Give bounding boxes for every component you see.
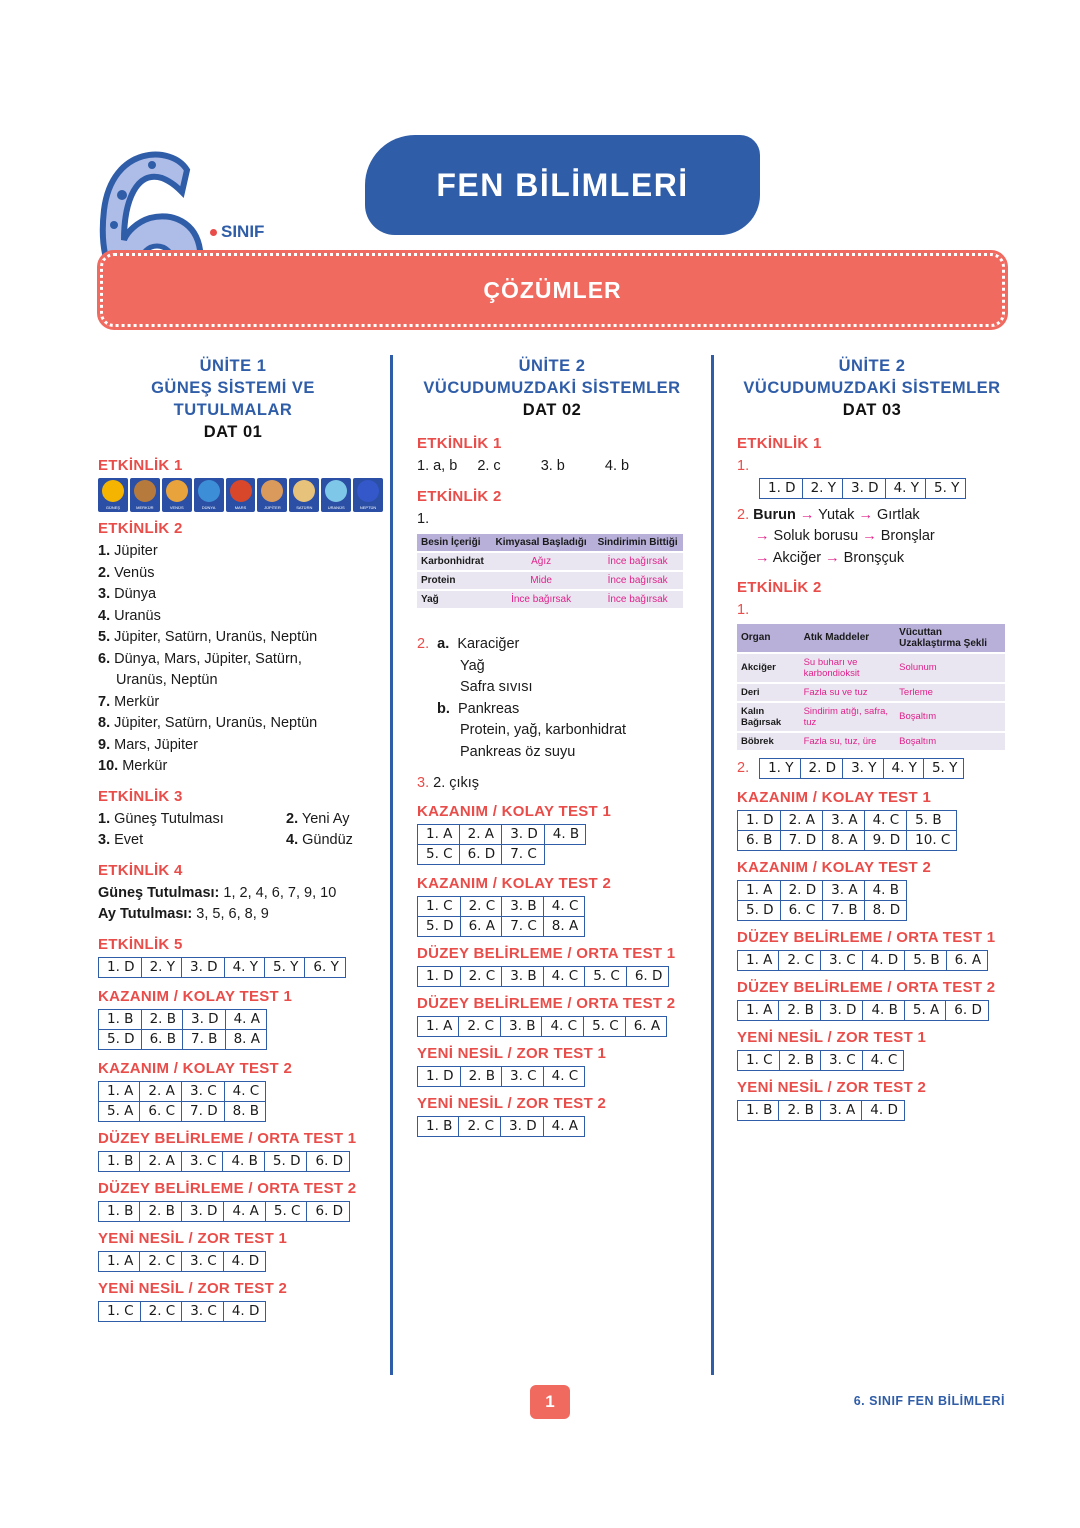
section-title: KAZANIM / KOLAY TEST 1: [737, 788, 932, 806]
answer-grid: 1. B 2. B 3. D 4. A 5. C 6. D: [98, 1201, 350, 1222]
answer-grid: 1. A 2. A 3. C 4. C 5. A 6. C 7. D 8. B: [98, 1081, 266, 1122]
section-title: ETKİNLİK 1: [98, 457, 183, 474]
section-title: YENİ NESİL / ZOR TEST 2: [417, 1094, 607, 1112]
answer-grid: 1. B 2. B 3. A 4. D: [737, 1100, 905, 1121]
answer-list: 1. a, b 2. c 3. b 4. b: [417, 458, 630, 474]
respiratory-path: 2. Burun → Yutak → Gırtlak → Soluk borusu → Bronşlar → Akciğer → Bronşçuk: [737, 506, 935, 566]
section-title: ETKİNLİK 1: [417, 435, 502, 452]
section-title: DÜZEY BELİRLEME / ORTA TEST 2: [417, 994, 676, 1012]
section-title: YENİ NESİL / ZOR TEST 1: [98, 1229, 288, 1247]
dat-label: DAT 01: [203, 423, 263, 441]
answer-grid: 1. B 2. A 3. C 4. B 5. D 6. D: [98, 1151, 350, 1172]
section-title: YENİ NESİL / ZOR TEST 1: [737, 1028, 927, 1046]
answer-grid: 1. A 2. D 3. A 4. B 5. D 6. C 7. B 8. D: [737, 880, 907, 921]
divider: [390, 355, 393, 1375]
answer-grid: 1. A 2. C 3. B 4. C 5. C 6. A: [417, 1016, 667, 1037]
dat-label: DAT 03: [842, 401, 902, 419]
section-title: ETKİNLİK 1: [737, 435, 822, 452]
answer-grid: 1. D 2. B 3. C 4. C: [417, 1066, 585, 1087]
planet-strip: GÜNEŞ MERKÜR VENÜS DÜNYA MARS JÜPİTER SATÜRN URANÜS NEPTÜN: [98, 478, 383, 512]
answer-list: 2. a. Karaciğer Yağ Safra sıvısı b. Pankreas Protein, yağ, karbonhidrat Pankreas öz suyu 3. 2. çıkış: [417, 636, 627, 791]
divider: [711, 355, 714, 1375]
section-title: ETKİNLİK 3: [98, 787, 183, 805]
grade-label: SINIF: [210, 222, 264, 242]
footer-label: 6. SINIF FEN BİLİMLERİ: [853, 1394, 1005, 1408]
section-title: ETKİNLİK 2: [98, 520, 183, 537]
answer-grid: 1. D 2. Y 3. D 4. Y 5. Y 6. Y: [98, 957, 346, 978]
unit-label: ÜNİTE 1: [199, 357, 267, 375]
answer-list: 1. Jüpiter 2. Venüs 3. Dünya 4. Uranüs 5. Jüpiter, Satürn, Uranüs, Neptün 6. Dünya, Mars, Jüpiter, Satürn, Uranüs, Neptün 7. Merkür 8. Jüpiter, Satürn, Uranüs, Neptün 9. Mars, Jüpiter 10. Merkür: [98, 543, 318, 774]
section-title: YENİ NESİL / ZOR TEST 2: [737, 1078, 927, 1096]
answer-grid: 1. D 2. Y 3. D 4. Y 5. Y: [759, 478, 966, 499]
column-unit-2-dat-03: ÜNİTE 2 VÜCUDUMUZDAKİ SİSTEMLER DAT 03 ETKİNLİK 1 1. 1. D 2. Y 3. D 4. Y 5. Y 2. Burun → Yutak → Gırtlak → Soluk borusu → Bronşlar → Akciğer → Bronşçuk ETKİNLİK 2 1. Organ Atık Maddeler Vücuttan Uzaklaştırma Şekli Akciğer Su buharı ve karbondioksit Solunum Deri Fazla su ve tuz Terleme Kalın Bağırsak Sindirim atığı, safra, tuz Boşaltım Böbrek Fazla su, tuz, üre Boşaltım 2. 1. Y 2. D 3. Y 4. Y 5. Y KAZANIM / KOLAY TEST 1 1. D 2. A 3. A 4. C 5. B 6. B 7. D 8. A 9. D 10. C KAZANIM / KOLAY TEST 2 1. A 2. D 3. A 4. B 5. D 6. C 7. B 8. D DÜZEY BELİRLEME / ORTA TEST 1 1. A 2. C 3. C 4. D 5. B 6. A DÜZEY BELİRLEME / ORTA TEST 2 1. A 2. B 3. D 4. B 5. A 6. D YENİ NESİL / ZOR TEST 1 1. C 2. B 3. C 4. C YENİ NESİL / ZOR TEST 2 1. B 2. B 3. A 4. D: [737, 355, 1027, 1123]
section-title: KAZANIM / KOLAY TEST 1: [98, 987, 293, 1005]
excretion-table: Organ Atık Maddeler Vücuttan Uzaklaştırma Şekli Akciğer Su buharı ve karbondioksit Solunum Deri Fazla su ve tuz Terleme Kalın Bağırsak Sindirim atığı, safra, tuz Boşaltım Böbrek Fazla su, tuz, üre Boşaltım: [737, 622, 1005, 752]
answer-list: Güneş Tutulması: 1, 2, 4, 6, 7, 9, 10 Ay Tutulması: 3, 5, 6, 8, 9: [98, 884, 337, 922]
section-title: YENİ NESİL / ZOR TEST 1: [417, 1044, 607, 1062]
column-unit-2-dat-02: ÜNİTE 2 VÜCUDUMUZDAKİ SİSTEMLER DAT 02 ETKİNLİK 1 1. a, b 2. c 3. b 4. b ETKİNLİK 2 1. Besin İçeriği Kimyasal Başladığı Sindirimin Bittiği Karbonhidrat Ağız İnce bağırsak Protein Mide İnce bağırsak Yağ İnce bağırsak İnce bağırsak 2. a. Karaciğer Yağ Safra sıvısı b. Pankreas Protein, yağ, karbonhidrat Pankreas öz suyu 3. 2. çıkış KAZANIM / KOLAY TEST 1 1. A 2. A 3. D 4. B 5. C 6. D 7. C KAZANIM / KOLAY TEST 2 1. C 2. C 3. B 4. C 5. D 6. A 7. C 8. A DÜZEY BELİRLEME / ORTA TEST 1 1. D 2. C 3. B 4. C 5. C 6. D DÜZEY BELİRLEME / ORTA TEST 2 1. A 2. C 3. B 4. C 5. C 6. A YENİ NESİL / ZOR TEST 1 1. D 2. B 3. C 4. C YENİ NESİL / ZOR TEST 2 1. B 2. C 3. D 4. A: [417, 355, 702, 1139]
answer-grid: 1. A 2. B 3. D 4. B 5. A 6. D: [737, 1000, 989, 1021]
page-number: 1: [530, 1385, 570, 1419]
answer-grid: 1. A 2. A 3. D 4. B 5. C 6. D 7. C: [417, 824, 586, 865]
subtitle: ÇÖZÜMLER: [483, 276, 622, 303]
unit-name: GÜNEŞ SİSTEMİ VE: [151, 379, 315, 397]
answer-grid: 1. A 2. C 3. C 4. D 5. B 6. A: [737, 950, 988, 971]
section-title: ETKİNLİK 5: [98, 935, 183, 953]
section-title: ETKİNLİK 2: [737, 579, 822, 596]
unit-name: VÜCUDUMUZDAKİ SİSTEMLER: [743, 379, 1001, 397]
section-title: DÜZEY BELİRLEME / ORTA TEST 1: [737, 928, 996, 946]
section-title: KAZANIM / KOLAY TEST 2: [98, 1059, 293, 1077]
answer-list: 1. Güneş Tutulması 2. Yeni Ay 3. Evet 4. Gündüz: [98, 810, 353, 848]
section-title: YENİ NESİL / ZOR TEST 2: [98, 1279, 288, 1297]
answer-grid: 1. D 2. A 3. A 4. C 5. B 6. B 7. D 8. A 9. D 10. C: [737, 810, 957, 851]
dat-label: DAT 02: [522, 401, 582, 419]
page-title: FEN BİLİMLERİ: [436, 166, 689, 203]
answer-grid: 1. C 2. C 3. C 4. D: [98, 1301, 266, 1322]
section-title: DÜZEY BELİRLEME / ORTA TEST 1: [417, 944, 676, 962]
answer-grid: 1. C 2. C 3. B 4. C 5. D 6. A 7. C 8. A: [417, 896, 585, 937]
unit-label: ÜNİTE 2: [838, 357, 906, 375]
title-banner: [365, 135, 760, 235]
answer-grid: 1. A 2. C 3. C 4. D: [98, 1251, 266, 1272]
section-title: DÜZEY BELİRLEME / ORTA TEST 2: [737, 978, 996, 996]
answer-grid: 1. C 2. B 3. C 4. C: [737, 1050, 904, 1071]
section-title: ETKİNLİK 2: [417, 487, 502, 505]
answer-grid: 1. D 2. C 3. B 4. C 5. C 6. D: [417, 966, 669, 987]
unit-name: TUTULMALAR: [173, 401, 293, 419]
answer-grid: 1. B 2. C 3. D 4. A: [417, 1116, 585, 1137]
unit-name: VÜCUDUMUZDAKİ SİSTEMLER: [423, 379, 681, 397]
digestion-table: Besin İçeriği Kimyasal Başladığı Sindirimin Bittiği Karbonhidrat Ağız İnce bağırsak Protein Mide İnce bağırsak Yağ İnce bağırsak İnce bağırsak: [417, 532, 683, 610]
column-unit-1: [98, 355, 383, 1324]
section-title: KAZANIM / KOLAY TEST 1: [417, 802, 612, 820]
solutions-banner: [100, 253, 1005, 327]
section-title: KAZANIM / KOLAY TEST 2: [417, 874, 612, 892]
section-title: KAZANIM / KOLAY TEST 2: [737, 858, 932, 876]
unit-label: ÜNİTE 2: [518, 357, 586, 375]
answer-grid: 1. B 2. B 3. D 4. A 5. D 6. B 7. B 8. A: [98, 1009, 267, 1050]
section-title: DÜZEY BELİRLEME / ORTA TEST 1: [98, 1129, 357, 1147]
section-title: DÜZEY BELİRLEME / ORTA TEST 2: [98, 1179, 357, 1197]
answer-grid: 1. Y 2. D 3. Y 4. Y 5. Y: [759, 758, 964, 779]
section-title: ETKİNLİK 4: [98, 861, 183, 879]
